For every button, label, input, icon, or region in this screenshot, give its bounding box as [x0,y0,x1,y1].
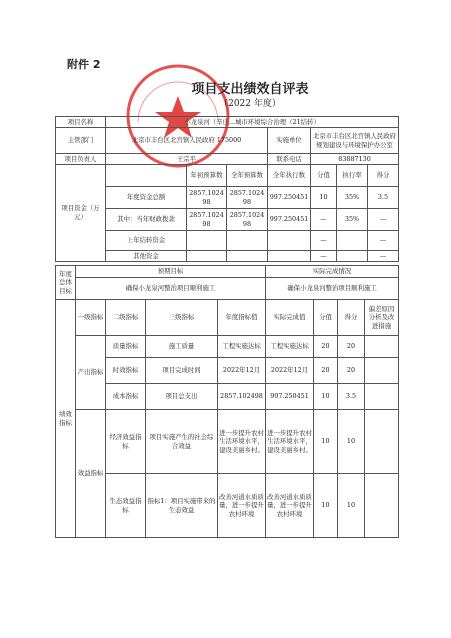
indicator-note [365,336,399,358]
funds-cell [337,251,368,262]
implementer-label: 实施单位 [268,128,311,154]
goals-actual: 确保小龙泉河整治项目顺利施工 [266,278,399,300]
indicator-score-total: 10 [314,474,338,538]
indicator-level2: 生态效益指标 [106,474,146,538]
indicator-actual: 997.250451 [266,384,314,410]
funds-cell: 10 [311,187,337,209]
indicator-actual: 工程实施达标 [266,336,314,358]
indicator-score-total: 20 [314,358,338,384]
indicator-note [365,474,399,538]
performance-table [55,265,399,538]
indicator-header: 三级指标 [146,300,218,336]
indicator-level3: 项目总支出 [146,384,218,410]
funds-cell [187,231,227,251]
funds-cell: 35% [337,209,368,231]
funds-cell: — [311,231,337,251]
funds-cell: 3.5 [368,187,399,209]
funds-cell: — [368,251,399,262]
indicator-target: 2022年12月 [218,358,266,384]
funds-cell [268,251,311,262]
funds-cell: 2857.102498 [187,209,227,231]
indicator-level2: 成本指标 [106,384,146,410]
indicator-header: 实际完成值 [266,300,314,336]
indicator-header: 年度指标值 [218,300,266,336]
indicator-score-total: 20 [314,336,338,358]
indicator-score: 10 [338,474,365,538]
implementer-value: 北京市丰台区北宫镇人民政府规划建设与环境保护办公室 [311,128,399,154]
indicator-score-total: 10 [314,410,338,474]
indicator-level2: 质量指标 [106,336,146,358]
indicator-level2: 时效指标 [106,358,146,384]
indicator-header: 偏差原因分析及改进措施 [365,300,399,336]
indicator-note [365,358,399,384]
funds-cell [187,251,227,262]
funds-header: 执行率 [337,165,368,187]
funds-cell: — [311,209,337,231]
indicator-actual: 改善河道水质质量，进一步提升农村环境 [266,474,314,538]
indicator-score: 10 [338,410,365,474]
funds-cell [337,231,368,251]
project-name-value: 小龙泉河（辛庄...城市环境综合治理（21结转） [106,117,399,128]
indicator-score: 20 [338,358,365,384]
funds-cell [227,251,268,262]
report-year: （2022 年度） [219,99,281,109]
department-value: 北京市丰台区北宫镇人民政府 175000 [106,128,268,154]
indicator-level3: 项目完成时间 [146,358,218,384]
indicator-actual: 进一步提升农村生活环境水平，建设美丽乡村。 [266,410,314,474]
funds-row-label: 上年结转资金 [106,231,187,251]
funds-cell: — [368,231,399,251]
funds-cell: 2857.102498 [187,187,227,209]
effect-indicator-label: 效益指标 [76,410,106,538]
department-label: 主管部门 [56,128,106,154]
funds-row-label: 其中：当年财政拨款 [106,209,187,231]
indicator-actual: 2022年12月 [266,358,314,384]
funds-row-label: 其他资金 [106,251,187,262]
indicator-level3: 施工质量 [146,336,218,358]
indicator-score: 3.5 [338,384,365,410]
funds-cell: — [311,251,337,262]
indicator-target: 2857.102498 [218,384,266,410]
indicator-target: 工程实施达标 [218,336,266,358]
phone-label: 联系电话 [268,154,311,165]
indicator-note [365,384,399,410]
funds-cell: 2857.102498 [227,209,268,231]
output-indicator-label: 产出指标 [76,336,106,410]
goals-label: 年度总体目标 [56,266,76,300]
indicator-target: 改善河道水质质量，进一步提升农村环境 [218,474,266,538]
funds-header: 全年执行数 [268,165,311,187]
project-name-label: 项目名称 [56,117,106,128]
funds-cell: 2857.102498 [227,187,268,209]
funds-header-blank [106,165,187,187]
funds-cell [268,231,311,251]
funds-header: 年初预算数 [187,165,227,187]
indicator-header: 得分 [338,300,365,336]
funds-cell: 35% [337,187,368,209]
indicator-note [365,410,399,474]
indicators-section-label: 绩效指标 [56,300,76,538]
funds-header: 分值 [311,165,337,187]
indicator-level3: 项目实施产生的社会综合效益 [146,410,218,474]
goals-expected-header: 预期目标 [76,266,266,278]
funds-row-label: 年度资金总额 [106,187,187,209]
indicator-header: 一级指标 [76,300,106,336]
project-info-table [55,116,399,262]
funds-cell: — [368,209,399,231]
indicator-target: 进一步提升农村生活环境水平，建设美丽乡村。 [218,410,266,474]
funds-cell: 997.250451 [268,187,311,209]
indicator-level2: 经济效益指标 [106,410,146,474]
goals-actual-header: 实际完成情况 [266,266,399,278]
funds-label: 项目资金（万元） [56,165,106,262]
phone-value: 83887130 [311,154,399,165]
indicator-level3: 指标1：项目实施带来的生态效益 [146,474,218,538]
funds-header: 全年预算数 [227,165,268,187]
indicator-score-total: 10 [314,384,338,410]
indicator-score: 20 [338,336,365,358]
indicator-header: 二级指标 [106,300,146,336]
goals-expected: 确保小龙泉河整治项目顺利施工 [76,278,266,300]
funds-cell: 997.250451 [268,209,311,231]
leader-label: 项目负责人 [56,154,106,165]
funds-header: 得分 [368,165,399,187]
attachment-label: 附件 2 [67,58,101,71]
leader-value: 王宗平 [106,154,268,165]
funds-cell [227,231,268,251]
indicator-header: 分值 [314,300,338,336]
page-title: 项目支出绩效自评表 [191,82,309,97]
